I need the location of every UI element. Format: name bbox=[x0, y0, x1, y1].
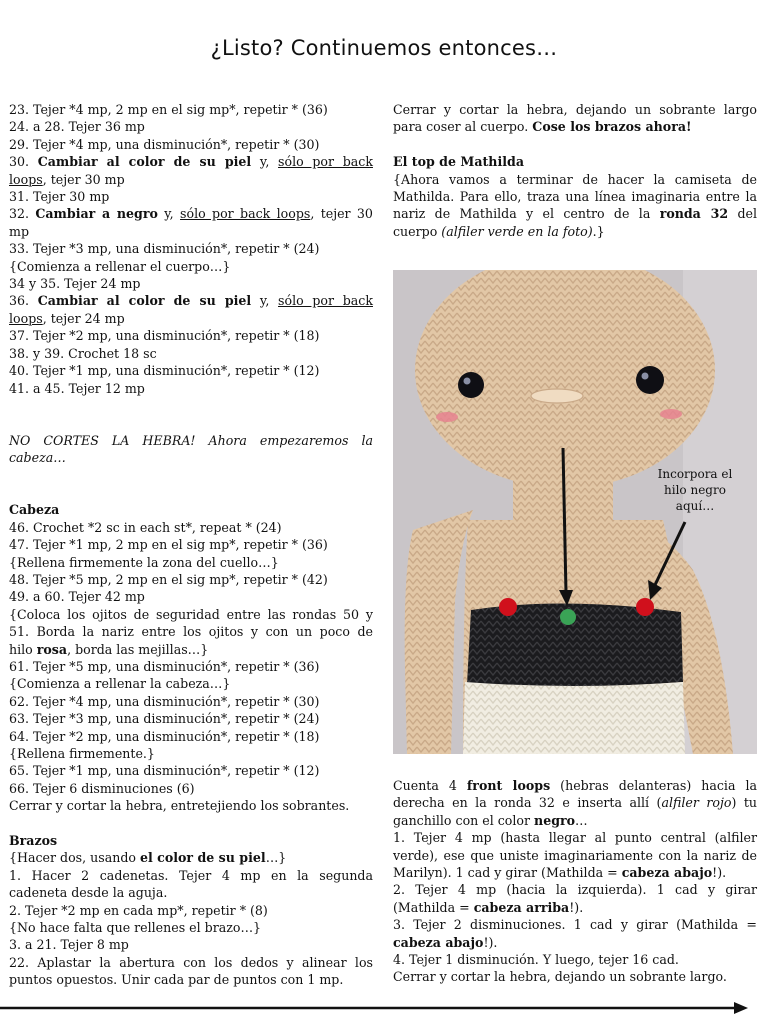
arms-row-3-21: 3. a 21. Tejer 8 mp bbox=[9, 937, 129, 953]
white-skirt bbox=[463, 682, 685, 754]
right-column-lower bbox=[393, 777, 757, 986]
head-note-nose: 51. Borda la nariz entre los ojitos y con un poco de bbox=[9, 624, 373, 640]
head-row-46: 46. Crochet *2 sc in each st*, repeat * (24) bbox=[9, 519, 282, 535]
head-note-eyes: {Coloca los ojitos de seguridad entre las rondas 50 y bbox=[9, 606, 373, 622]
red-pin-left bbox=[499, 598, 517, 616]
row-32: 32. Cambiar a negro y, sólo por back loops, tejer 30 bbox=[9, 206, 373, 222]
doll-illustration bbox=[393, 270, 757, 754]
row-37: 37. Tejer *2 mp, una disminución*, repetir * (18) bbox=[9, 328, 320, 344]
step-2: 2. Tejer 4 mp (hacia la izquierda). 1 cad y girar bbox=[393, 882, 757, 898]
head-note-cheeks: hilo rosa, borda las mejillas…} bbox=[9, 641, 209, 657]
photo-label-line2: hilo negro bbox=[664, 483, 726, 497]
step-intro-3: ganchillo con el color negro… bbox=[393, 812, 588, 828]
head-row-49-60: 49. a 60. Tejer 42 mp bbox=[9, 589, 145, 605]
left-cheek bbox=[436, 412, 458, 422]
arms-row-2: 2. Tejer *2 mp en cada mp*, repetir * (8) bbox=[9, 902, 268, 918]
head-note-fill: {Comienza a rellenar la cabeza…} bbox=[9, 676, 231, 692]
right-eye bbox=[636, 366, 664, 394]
close-arm-text-cont: para coser al cuerpo. Cose los brazos ahora! bbox=[393, 119, 692, 135]
doll-photo bbox=[393, 270, 757, 754]
head-row-61: 61. Tejer *5 mp, una disminución*, repetir * (36) bbox=[9, 658, 320, 674]
step-2-end: (Mathilda = cabeza arriba!). bbox=[393, 899, 584, 915]
step-intro-1: Cuenta 4 front loops (hebras delanteras) hacia la bbox=[393, 778, 757, 793]
step-4: 4. Tejer 1 disminución. Y luego, tejer 16 cad. bbox=[393, 952, 679, 968]
right-column bbox=[393, 101, 757, 240]
row-30-cont: loops, tejer 30 mp bbox=[9, 171, 125, 187]
left-column bbox=[9, 101, 373, 989]
head-row-47: 47. Tejer *1 mp, 2 mp en el sig mp*, repetir * (36) bbox=[9, 537, 328, 553]
row-34-35: 34 y 35. Tejer 24 mp bbox=[9, 276, 141, 292]
top-intro-4: cuerpo (alfiler verde en la foto).} bbox=[393, 223, 605, 239]
head-row-63: 63. Tejer *3 mp, una disminución*, repetir * (24) bbox=[9, 711, 320, 727]
arms-row-22: 22. Aplastar la abertura con los dedos y alinear los bbox=[9, 954, 373, 970]
green-pin bbox=[560, 609, 576, 625]
row-30: 30. Cambiar al color de su piel y, sólo por back bbox=[9, 154, 373, 170]
row-36: 36. Cambiar al color de su piel y, sólo por back bbox=[9, 293, 373, 309]
photo-label-line3: aquí… bbox=[675, 499, 715, 513]
top-intro-2: Mathilda. Para ello, traza una línea imaginaria entre la bbox=[393, 189, 757, 205]
step-intro-2: derecha en la ronda 32 e inserta allí (alfiler rojo) tu bbox=[393, 795, 757, 811]
doll-nose bbox=[531, 389, 583, 403]
top-intro-3: nariz de Mathilda y el centro de la ronda 32 del bbox=[393, 206, 757, 222]
left-eye bbox=[458, 372, 484, 398]
right-cheek bbox=[660, 409, 682, 419]
photo-label-line1: Incorpora el bbox=[657, 467, 733, 481]
row-38-39: 38. y 39. Crochet 18 sc bbox=[9, 345, 157, 361]
page-title: ¿Listo? Continuemos entonces… bbox=[210, 36, 558, 60]
head-row-66: 66. Tejer 6 disminuciones (6) bbox=[9, 780, 195, 796]
section-heading-cabeza: Cabeza bbox=[9, 502, 60, 518]
top-intro-1: {Ahora vamos a terminar de hacer la camiseta de bbox=[393, 171, 757, 187]
arms-row-22-cont: puntos opuestos. Unir cada par de puntos con 1 mp. bbox=[9, 972, 344, 988]
arms-row-1-cont: cadeneta desde la aguja. bbox=[9, 885, 168, 901]
step-3-end: cabeza abajo!). bbox=[393, 934, 498, 950]
row-31: 31. Tejer 30 mp bbox=[9, 189, 110, 205]
row-29: 29. Tejer *4 mp, una disminución*, repetir * (30) bbox=[9, 136, 320, 152]
head-row-48: 48. Tejer *5 mp, 2 mp en el sig mp*, repetir * (42) bbox=[9, 571, 328, 587]
section-heading-top: El top de Mathilda bbox=[393, 154, 524, 170]
page-continue-arrow bbox=[0, 1000, 768, 1016]
red-pin-right bbox=[636, 598, 654, 616]
step-1-cont: verde), ese que uniste imaginariamente con la nariz de bbox=[393, 847, 757, 863]
arms-row-1: 1. Hacer 2 cadenetas. Tejer 4 mp en la segunda bbox=[9, 867, 373, 883]
head-finish: Cerrar y cortar la hebra, entretejiendo los sobrantes. bbox=[9, 798, 350, 814]
row-24-28: 24. a 28. Tejer 36 mp bbox=[9, 119, 145, 135]
italic-note: NO CORTES LA HEBRA! Ahora empezaremos la bbox=[9, 432, 373, 448]
head-row-64: 64. Tejer *2 mp, una disminución*, repetir * (18) bbox=[9, 728, 320, 744]
step-3: 3. Tejer 2 disminuciones. 1 cad y girar (Mathilda = bbox=[393, 917, 757, 933]
section-heading-brazos: Brazos bbox=[9, 833, 58, 849]
italic-note-cont: cabeza… bbox=[9, 450, 66, 466]
row-40: 40. Tejer *1 mp, una disminución*, repetir * (12) bbox=[9, 363, 320, 379]
arms-note: {No hace falta que rellenes el brazo…} bbox=[9, 920, 262, 936]
arms-intro: {Hacer dos, usando el color de su piel…} bbox=[9, 850, 287, 866]
head-row-62: 62. Tejer *4 mp, una disminución*, repetir * (30) bbox=[9, 693, 320, 709]
head-note-neck: {Rellena firmemente la zona del cuello…} bbox=[9, 554, 279, 570]
close-arm-text: Cerrar y cortar la hebra, dejando un sobrante largo bbox=[393, 102, 757, 117]
head-note-firm: {Rellena firmemente.} bbox=[9, 746, 155, 761]
row-23: 23. Tejer *4 mp, 2 mp en el sig mp*, repetir * (36) bbox=[9, 102, 328, 117]
row-41-45: 41. a 45. Tejer 12 mp bbox=[9, 380, 145, 396]
row-36-cont: loops, tejer 24 mp bbox=[9, 310, 125, 326]
row-32-cont: mp bbox=[9, 223, 30, 239]
step-1: 1. Tejer 4 mp (hasta llegar al punto central (alfiler bbox=[393, 830, 757, 846]
stuffing-note: {Comienza a rellenar el cuerpo…} bbox=[9, 258, 231, 274]
head-row-65: 65. Tejer *1 mp, una disminución*, repetir * (12) bbox=[9, 763, 320, 779]
step-1-end: Marilyn). 1 cad y girar (Mathilda = cabeza abajo!). bbox=[393, 865, 727, 881]
row-33: 33. Tejer *3 mp, una disminución*, repetir * (24) bbox=[9, 241, 320, 257]
step-finish: Cerrar y cortar la hebra, dejando un sobrante largo. bbox=[393, 969, 727, 985]
